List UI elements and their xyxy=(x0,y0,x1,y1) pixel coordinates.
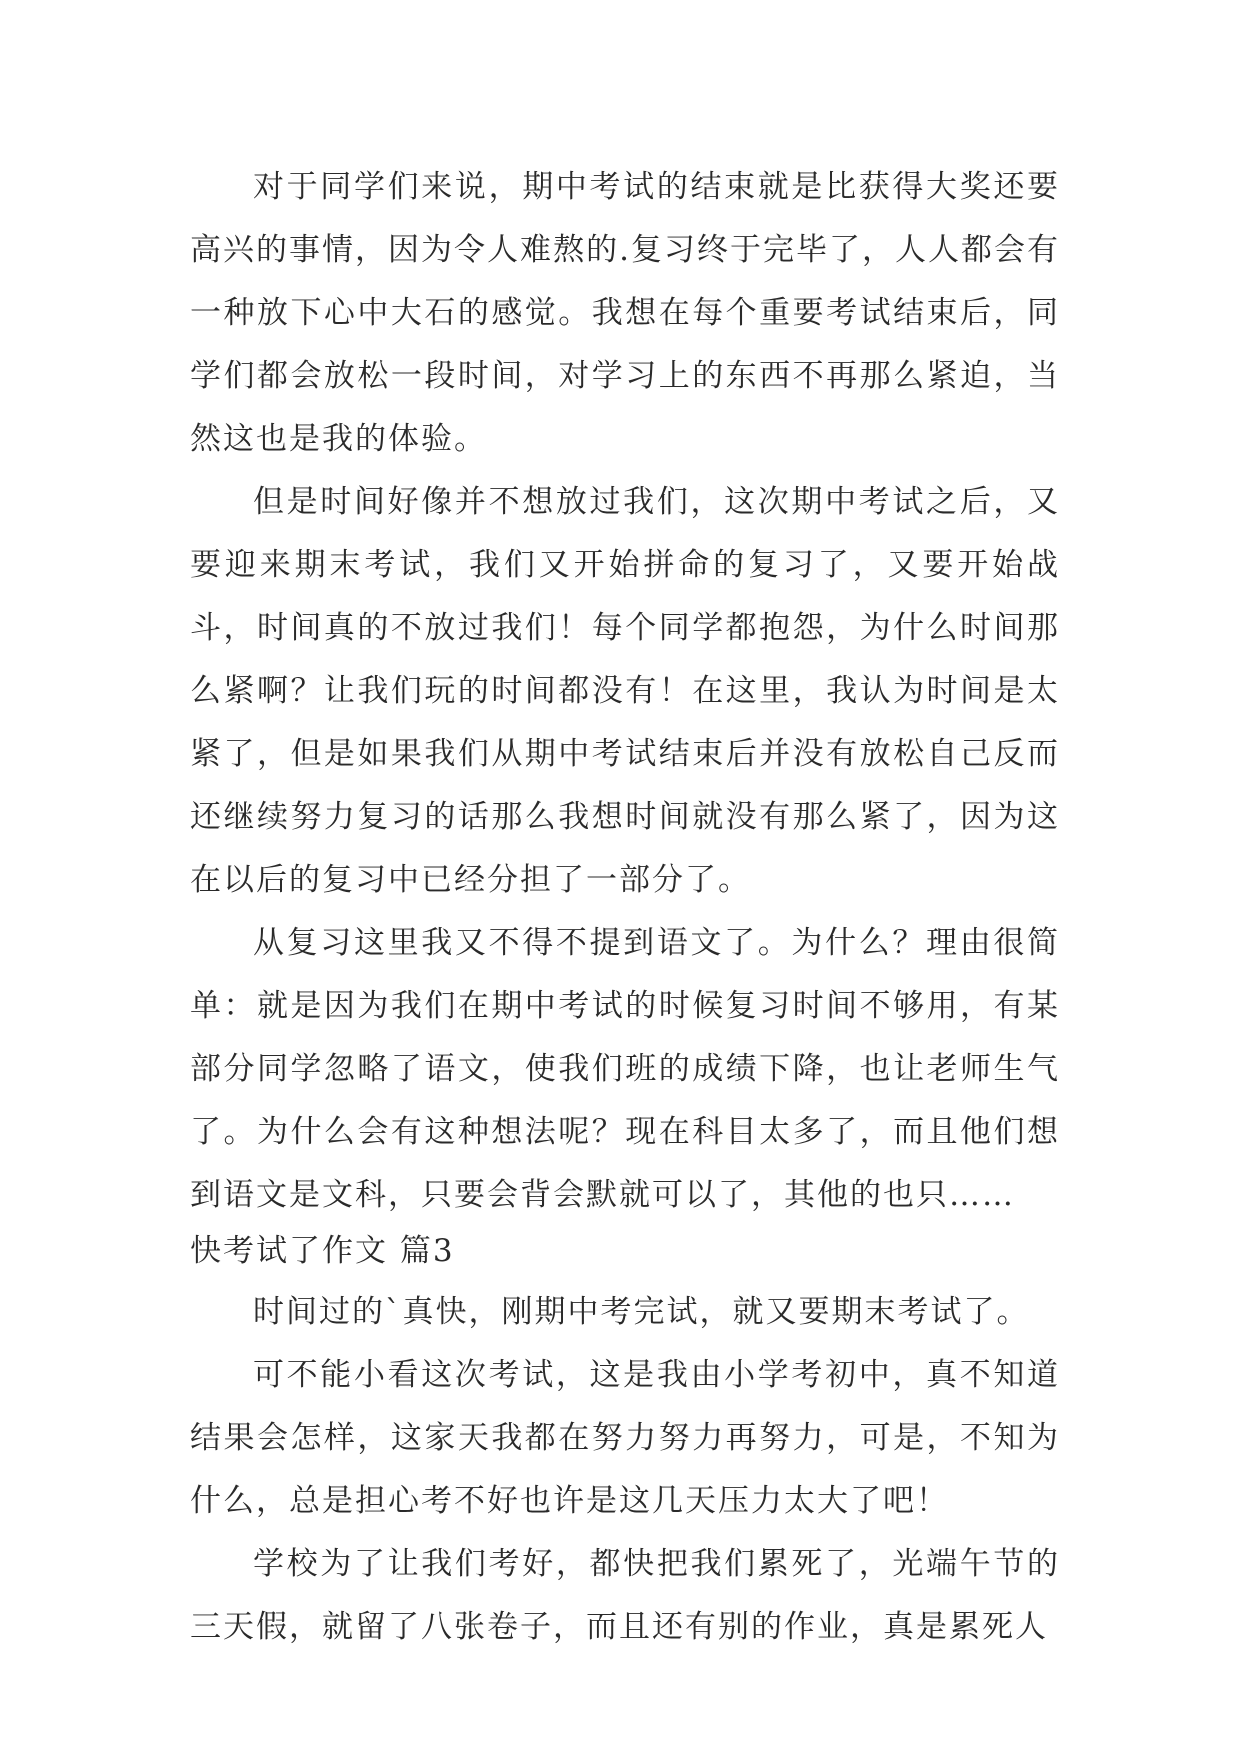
paragraph-5: 可不能小看这次考试，这是我由小学考初中，真不知道结果会怎样，这家天我都在努力努力再努力，可是，不知为什么，总是担心考不好也许是这几天压力太大了吧！ xyxy=(190,1357,1060,1519)
paragraph-4: 时间过的`真快，刚期中考完试，就又要期末考试了。 xyxy=(253,1294,1030,1330)
paragraph-2: 但是时间好像并不想放过我们，这次期中考试之后，又要迎来期末考试，我们又开始拼命的复习了，又要开始战斗，时间真的不放过我们！每个同学都抱怨，为什么时间那么紧啊？让我们玩的时间都没有！在这里，我认为时间是太紧了，但是如果我们从期中考试结束后并没有放松自己反而还继续努力复习的话那么我想时间就没有那么紧了，因为这在以后的复习中已经分担了一部分了。 xyxy=(190,484,1060,898)
document-body xyxy=(190,156,1060,1659)
paragraph-1: 对于同学们来说，期中考试的结束就是比获得大奖还要高兴的事情，因为令人难熬的.复习终于完毕了，人人都会有一种放下心中大石的感觉。我想在每个重要考试结束后，同学们都会放松一段时间，对学习上的东西不再那么紧迫，当然这也是我的体验。 xyxy=(190,169,1060,457)
paragraph-6: 学校为了让我们考好，都快把我们累死了，光端午节的三天假，就留了八张卷子，而且还有别的作业，真是累死人 xyxy=(190,1546,1060,1645)
paragraph-3: 从复习这里我又不得不提到语文了。为什么？理由很简单：就是因为我们在期中考试的时候复习时间不够用，有某部分同学忽略了语文，使我们班的成绩下降，也让老师生气了。为什么会有这种想法呢？现在科目太多了，而且他们想到语文是文科，只要会背会默就可以了，其他的也只…… xyxy=(190,925,1060,1213)
section-heading: 快考试了作文 篇3 xyxy=(190,1233,455,1269)
